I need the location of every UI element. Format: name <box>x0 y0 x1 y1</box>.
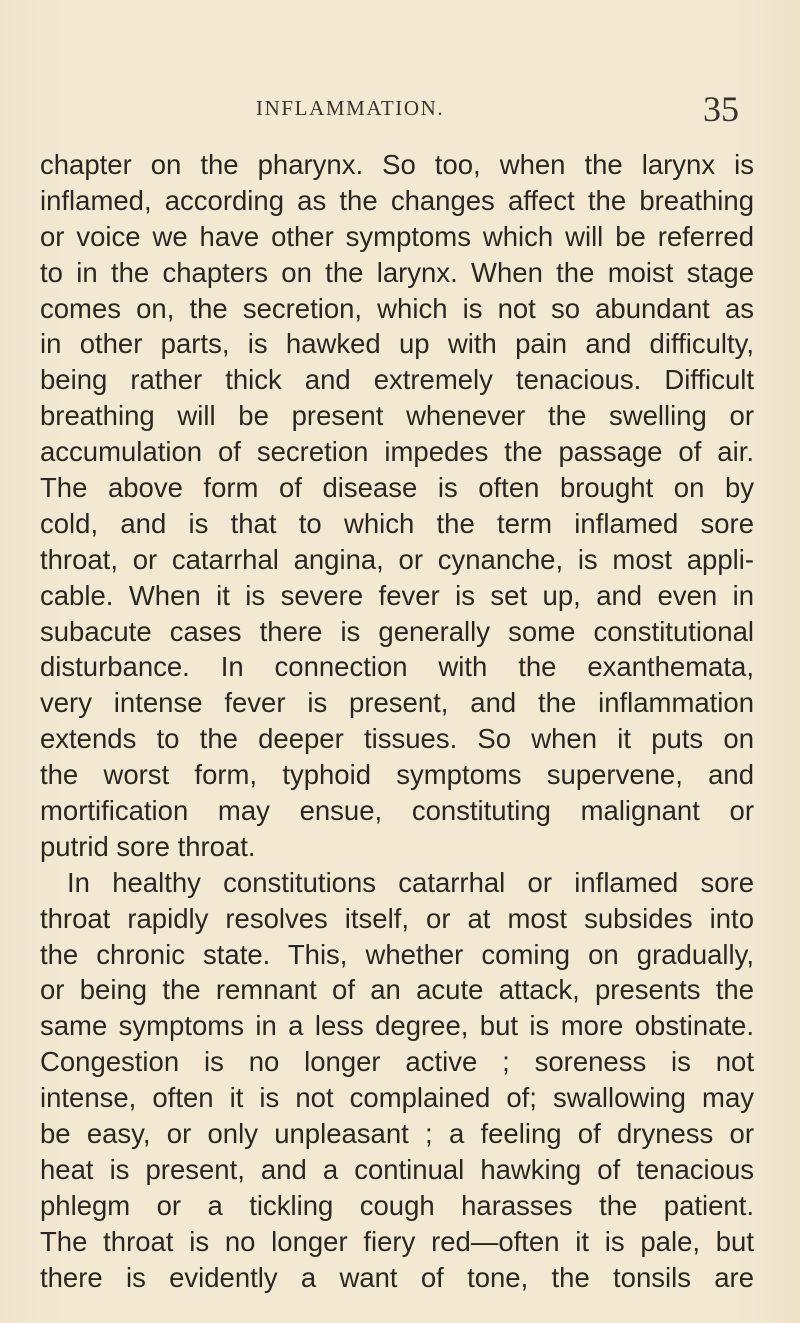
text-line: accumulation of secretion impedes the passage of air. <box>40 436 754 468</box>
text-line: breathing will be present whenever the swelling or <box>40 400 754 432</box>
text-line: very intense fever is present, and the inflammation <box>40 687 754 719</box>
paragraph <box>40 865 754 1296</box>
text-line: being rather thick and extremely tenacious. Difficult <box>40 364 754 396</box>
text-line: throat rapidly resolves itself, or at most subsides into <box>40 902 754 934</box>
page-number: 35 <box>703 89 739 129</box>
text-line: subacute cases there is generally some constitutional <box>40 615 754 647</box>
text-line: there is evidently a want of tone, the tonsils are <box>40 1261 754 1293</box>
paragraph <box>40 147 754 865</box>
running-head <box>0 88 800 128</box>
text-line: mortification may ensue, constituting malignant or <box>40 795 754 827</box>
text-line: the worst form, typhoid symptoms supervene, and <box>40 759 754 791</box>
text-line: heat is present, and a continual hawking of tenacious <box>40 1153 754 1185</box>
text-line: comes on, the secretion, which is not so abundant as <box>40 292 754 324</box>
text-line: The above form of disease is often brought on by <box>40 472 754 504</box>
text-line: Congestion is no longer active ; soreness is not <box>40 1046 754 1078</box>
text-line: phlegm or a tickling cough harasses the patient. <box>40 1189 754 1221</box>
text-line: putrid sore throat. <box>40 830 256 862</box>
text-line: in other parts, is hawked up with pain and difficulty, <box>40 328 754 360</box>
text-line: The throat is no longer fiery red—often it is pale, but <box>40 1225 754 1257</box>
text-line: to in the chapters on the larynx. When the moist stage <box>40 256 754 288</box>
text-line: intense, often it is not complained of; swallowing may <box>40 1082 754 1114</box>
text-line: extends to the deeper tissues. So when it puts on <box>40 723 754 755</box>
text-line: cable. When it is severe fever is set up, and even in <box>40 579 754 611</box>
text-line: disturbance. In connection with the exanthemata, <box>40 651 754 683</box>
text-line: chapter on the pharynx. So too, when the larynx is <box>40 149 754 180</box>
text-line: be easy, or only unpleasant ; a feeling of dryness or <box>40 1118 754 1150</box>
text-line: the chronic state. This, whether coming on gradually, <box>40 938 754 970</box>
text-line: inflamed, according as the changes affect the breathing <box>40 184 754 216</box>
text-line: or voice we have other symptoms which will be referred <box>40 220 754 252</box>
running-title: INFLAMMATION. <box>256 96 445 120</box>
text-line: or being the remnant of an acute attack, presents the <box>40 974 754 1006</box>
text-line: In healthy constitutions catarrhal or inflamed sore <box>67 866 754 898</box>
text-line: throat, or catarrhal angina, or cynanche, is most appli- <box>40 543 754 575</box>
body-text <box>40 147 754 1296</box>
text-line: same symptoms in a less degree, but is more obstinate. <box>40 1010 754 1042</box>
text-line: cold, and is that to which the term inflamed sore <box>40 507 754 539</box>
